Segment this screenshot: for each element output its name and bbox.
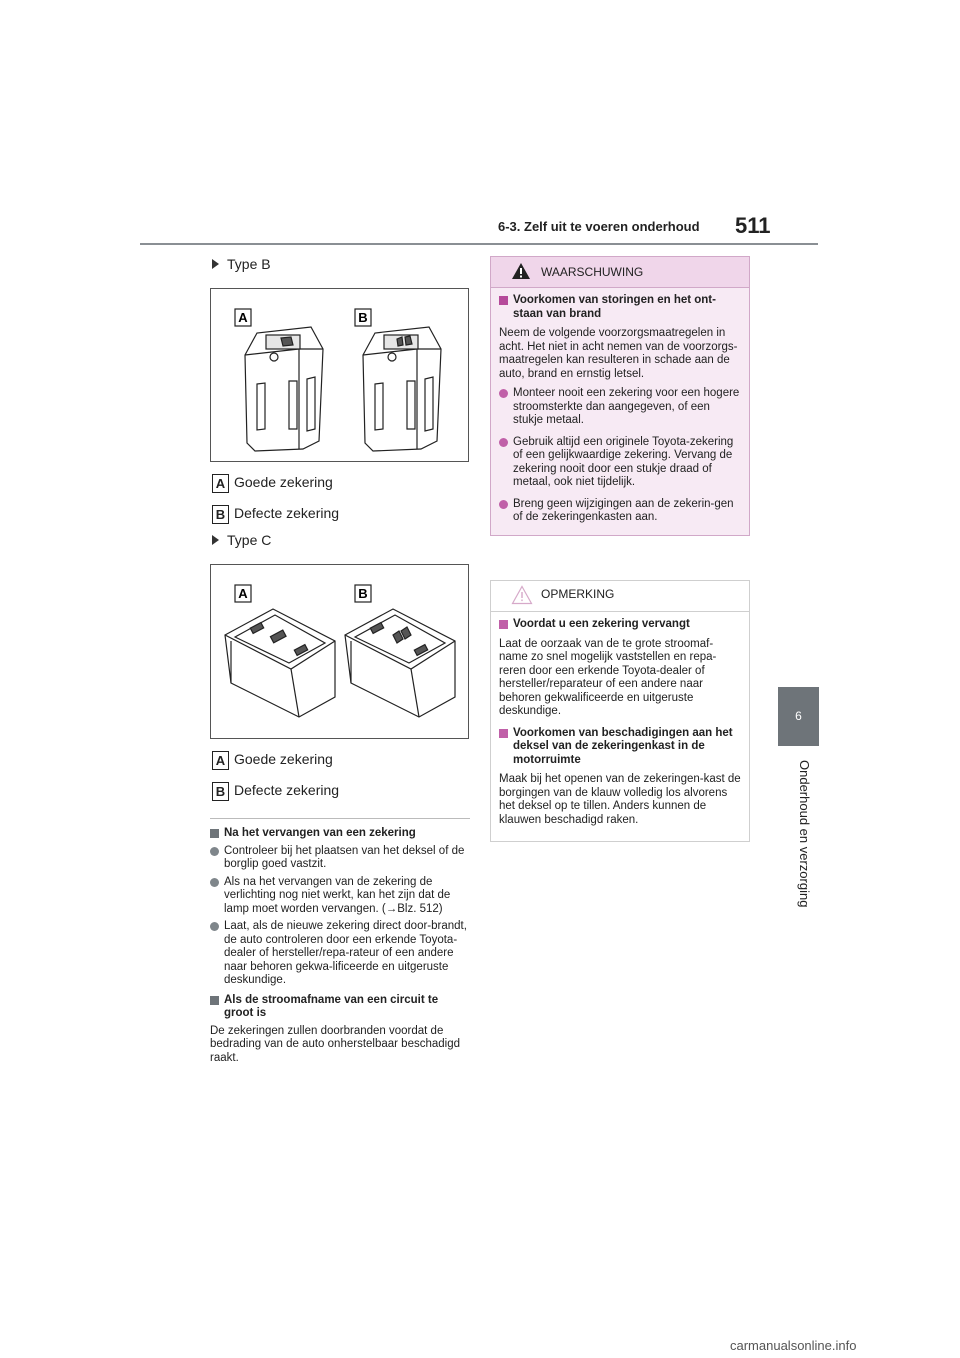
note-section1-text: Laat de oorzaak van de te grote stroomaf-name zo snel mogelijk vaststellen en repa-reren door een erkende Toyota-dealer of hersteller/reparateur of een andere naar behoren gekwalificeerde en uitgeruste deskundige.	[499, 637, 717, 717]
type-c-fuse-illustration	[211, 565, 468, 738]
notes-item: Als na het vervangen van de zekering de verlichting nog niet werkt, kan het zijn dat de lamp moet worden vervangen. (→Blz. 512)	[210, 876, 470, 917]
type-b-fuse-illustration	[211, 289, 468, 461]
warning-header	[491, 257, 749, 288]
header-rule	[140, 243, 818, 245]
watermark: carmanualsonline.info	[730, 1338, 857, 1353]
warning-triangle-icon	[511, 262, 531, 280]
legend-text: Goede zekering	[234, 474, 333, 491]
warning-title: WAARSCHUWING	[541, 265, 644, 279]
type-c-figure	[210, 564, 469, 739]
note-box	[490, 580, 750, 842]
notes-item: Controleer bij het plaatsen van het deksel of de borglip goed vastzit.	[210, 845, 470, 872]
legend-letter: A	[212, 474, 229, 493]
type-c-heading-text: Type C	[227, 532, 272, 548]
notes-section1-heading: Na het vervangen van een zekering	[210, 827, 470, 841]
triangle-bullet-icon	[212, 535, 219, 545]
triangle-bullet-icon	[212, 259, 219, 269]
caution-outline-icon	[511, 585, 533, 605]
warning-item: Monteer nooit een zekering voor een hogere stroomsterkte dan aangegeven, of een stukje metaal.	[499, 387, 741, 428]
type-b-heading	[212, 256, 271, 272]
warning-item: Breng geen wijzigingen aan de zekerin-gen of de zekeringenkasten aan.	[499, 498, 741, 525]
note-section1-heading: Voordat u een zekering vervangt	[499, 618, 741, 632]
type-c-legend-b	[212, 782, 339, 801]
notes-left	[210, 818, 470, 1069]
type-b-legend-b	[212, 505, 339, 524]
legend-text: Defecte zekering	[234, 782, 340, 799]
type-b-legend-a	[212, 474, 333, 493]
notes-item: Laat, als de nieuwe zekering direct door-brandt, de auto controleren door een erkende Toyota-dealer of hersteller/repa-rateur of een andere naar behoren gekwa-lificeerde en uitgeruste deskundige.	[210, 920, 470, 988]
note-section2-heading: Voorkomen van beschadigingen aan het deksel van de zekeringenkast in de motorruimte	[499, 727, 741, 768]
warning-intro: Neem de volgende voorzorgsmaatregelen in acht. Het niet in acht nemen van de voorzorgs-maatregelen kan resulteren in schade aan de auto, brand en ernstig letsel.	[499, 327, 738, 380]
legend-letter: B	[212, 782, 229, 801]
page-number: 511	[735, 213, 771, 238]
section-title: 6-3. Zelf uit te voeren onderhoud	[498, 219, 700, 234]
type-b-figure	[210, 288, 469, 462]
note-title: OPMERKING	[541, 587, 615, 601]
figure-label-a: A	[238, 586, 248, 601]
figure-label-b: B	[358, 586, 368, 601]
note-section2-text: Maak bij het openen van de zekeringen-kast de borgingen van de klauw volledig los alvorens het deksel op te tillen. Anders kunnen de klauwen beschadigd raken.	[499, 773, 741, 826]
chapter-tab: 6	[778, 687, 819, 746]
notes-section2-text: De zekeringen zullen doorbranden voordat de bedrading van de auto onherstelbaar beschadigd raakt.	[210, 1024, 460, 1064]
note-header	[491, 581, 749, 612]
type-b-heading-text: Type B	[227, 256, 271, 272]
figure-label-b: B	[358, 310, 368, 325]
warning-box	[490, 256, 750, 536]
figure-label-a: A	[238, 310, 248, 325]
type-c-heading	[212, 532, 271, 548]
warning-item: Gebruik altijd een originele Toyota-zekering of een gelijkwaardige zekering. Vervang de zekering nooit door een stukje draad of metaal, ook niet tijdelijk.	[499, 436, 741, 490]
warning-heading: Voorkomen van storingen en het ont-staan van brand	[499, 294, 741, 321]
legend-letter: B	[212, 505, 229, 524]
chapter-label: Onderhoud en verzorging	[797, 760, 812, 908]
notes-section2-heading: Als de stroomafname van een circuit te groot is	[210, 994, 470, 1021]
type-c-legend-a	[212, 751, 333, 770]
legend-text: Defecte zekering	[234, 505, 340, 522]
legend-text: Goede zekering	[234, 751, 333, 768]
legend-letter: A	[212, 751, 229, 770]
